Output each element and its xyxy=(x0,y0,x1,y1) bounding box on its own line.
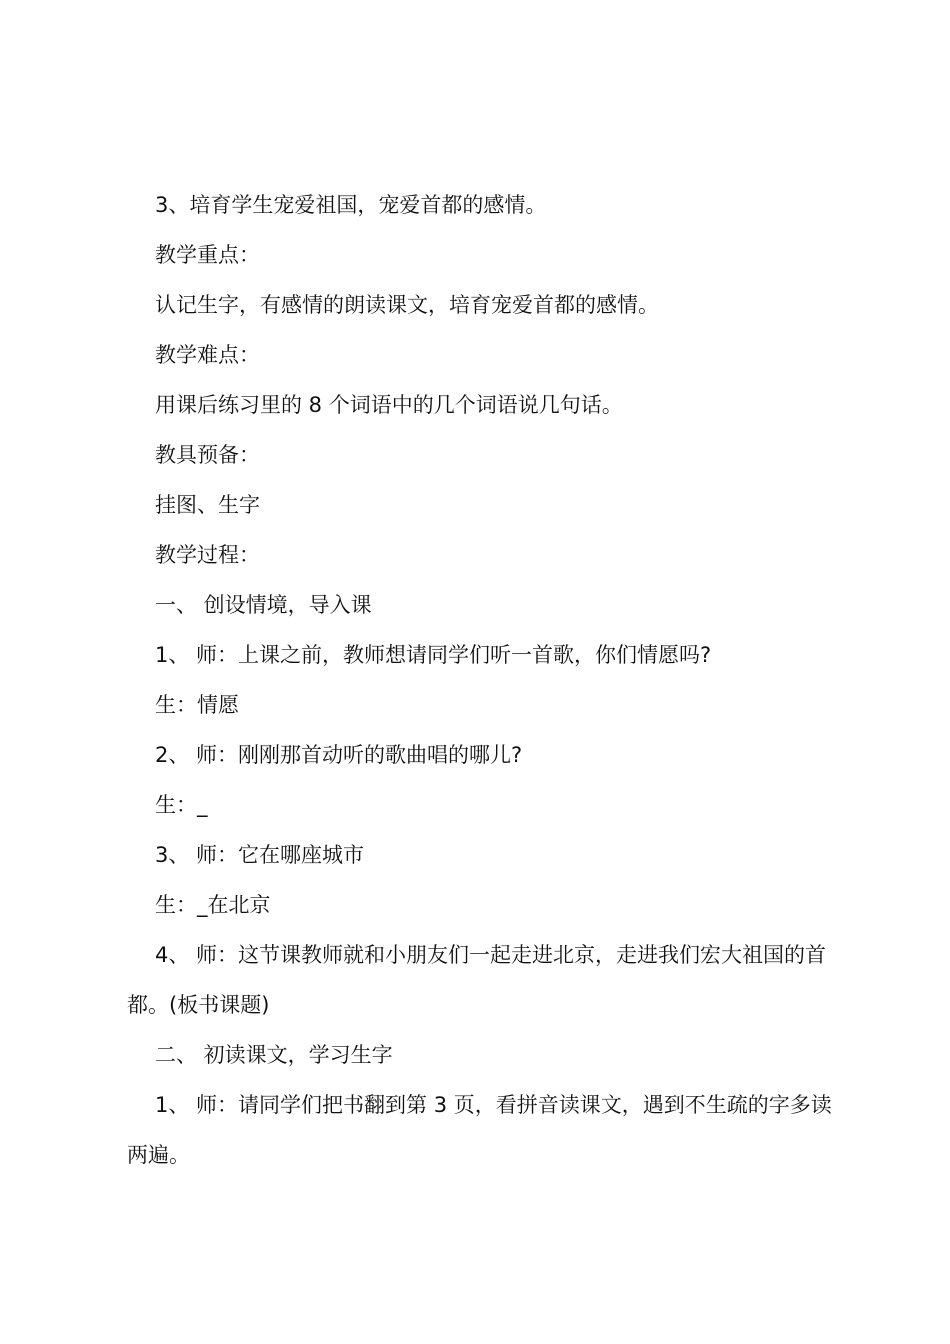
student-reply-2: 生：_ xyxy=(155,793,208,817)
student-reply-3: 生：_在北京 xyxy=(155,893,271,917)
materials-text: 挂图、生字 xyxy=(155,493,260,517)
student-reply-1: 生：情愿 xyxy=(155,693,239,717)
document-body xyxy=(127,180,834,1180)
process-heading: 教学过程： xyxy=(155,543,260,567)
materials-heading: 教具预备： xyxy=(155,443,260,467)
step-2: 2、 师：刚刚那首动听的歌曲唱的哪儿? xyxy=(155,743,523,767)
step-3: 3、 师：它在哪座城市 xyxy=(155,843,365,867)
difficulties-heading: 教学难点： xyxy=(155,343,260,367)
section-2-step-1: 1、 师：请同学们把书翻到第 3 页，看拼音读课文，遇到不生疏的字多读两遍。 xyxy=(127,1093,832,1167)
key-points-text: 认记生字，有感情的朗读课文，培育宠爱首都的感情。 xyxy=(155,293,659,317)
section-2-heading: 二、 初读课文，学习生字 xyxy=(155,1043,393,1067)
key-points-heading: 教学重点： xyxy=(155,243,260,267)
objective-3: 3、培育学生宠爱祖国，宠爱首都的感情。 xyxy=(155,193,547,217)
step-4: 4、 师：这节课教师就和小朋友们一起走进北京，走进我们宏大祖国的首都。(板书课题) xyxy=(127,943,827,1017)
section-1-heading: 一、 创设情境，导入课 xyxy=(155,593,372,617)
difficulties-text: 用课后练习里的 8 个词语中的几个词语说几句话。 xyxy=(155,393,623,417)
step-1: 1、 师：上课之前，教师想请同学们听一首歌，你们情愿吗? xyxy=(155,643,712,667)
